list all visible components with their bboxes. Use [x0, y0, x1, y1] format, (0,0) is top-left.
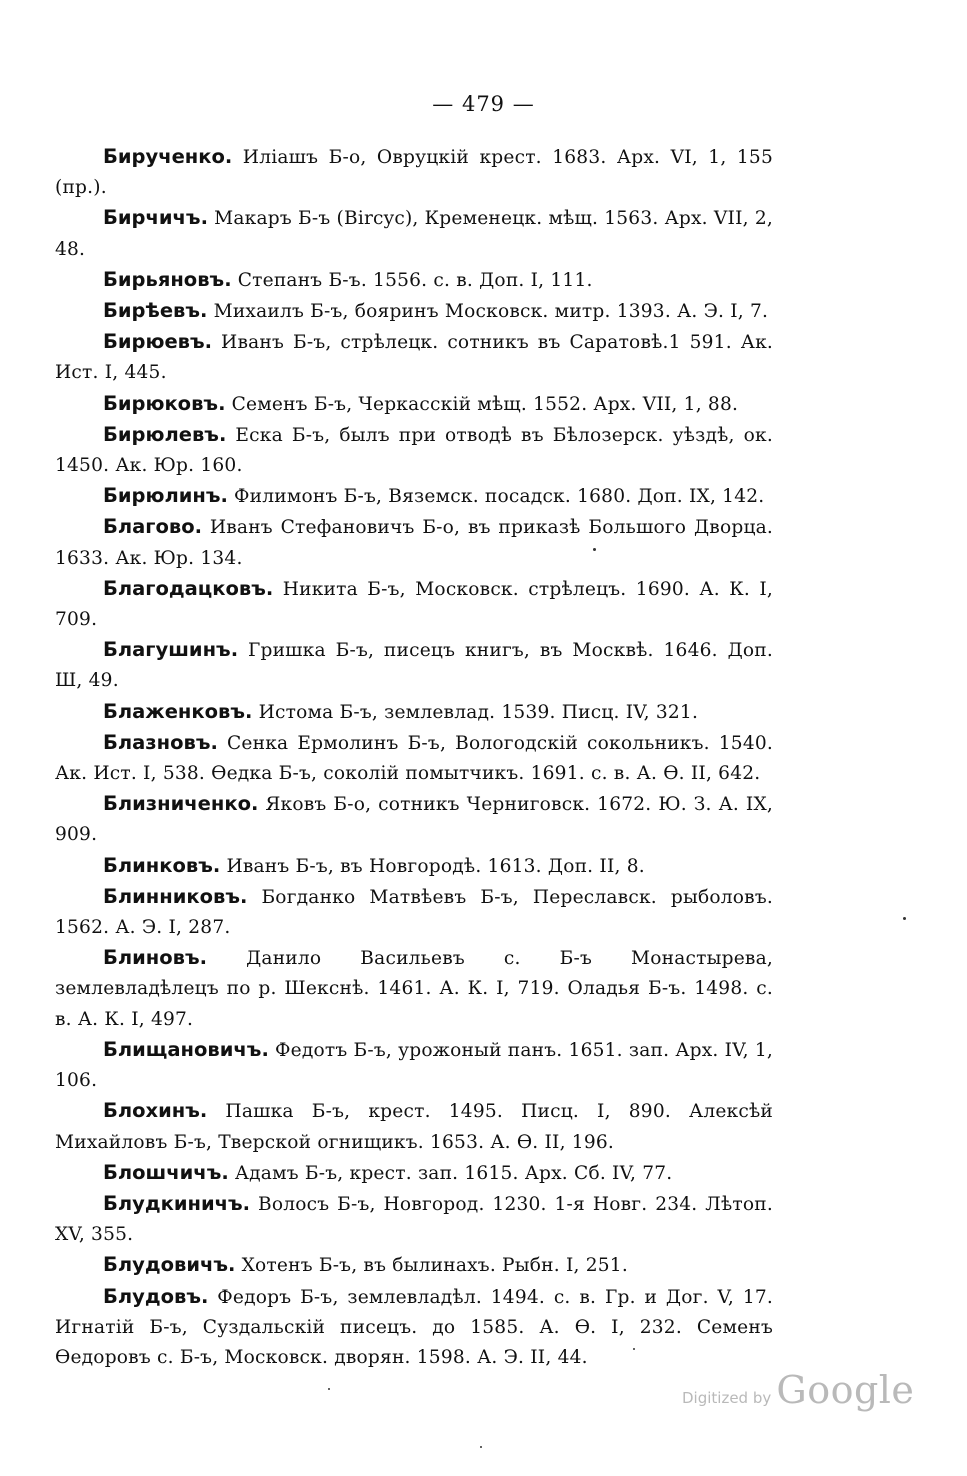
dictionary-entries — [55, 142, 773, 1373]
dictionary-entry — [55, 882, 773, 943]
dictionary-entry — [55, 389, 773, 420]
entry-text: Степанъ Б-ъ. 1556. с. в. Доп. I, 111. — [231, 269, 593, 291]
entry-text: Хотенъ Б-ъ, въ былинахъ. Рыбн. I, 251. — [235, 1255, 628, 1277]
dictionary-entry — [55, 851, 773, 882]
entry-text: Истома Б-ъ, землевлад. 1539. Писц. IV, 321. — [252, 701, 699, 723]
entry-surname: Блохинъ. — [103, 1099, 208, 1123]
entry-text: Семенъ Б-ъ, Черкасскій мѣщ. 1552. Арх. VII, 1, 88. — [225, 393, 739, 415]
specks — [480, 1446, 482, 1448]
page-number: — 479 — — [432, 92, 535, 116]
entry-text: Филимонъ Б-ъ, Вяземск. посадск. 1680. Доп. IX, 142. — [227, 486, 765, 508]
dictionary-entry — [55, 296, 773, 327]
entry-text: Макаръ Б-ъ (Bircyc), Кременецк. мѣщ. 1563. Арх. VII, 2, 48. — [55, 208, 773, 260]
dictionary-entry — [55, 943, 773, 1035]
entry-text: Иванъ Б-ъ, въ Новгородѣ. 1613. Доп. II, 8. — [220, 855, 645, 877]
digitized-by-label: Digitized by — [682, 1389, 772, 1407]
entry-surname: Близниченко. — [103, 792, 259, 816]
dictionary-entry — [55, 1158, 773, 1189]
entry-text: Гришка Б-ъ, писецъ книгъ, въ Москвѣ. 1646. Доп. Ш, 49. — [55, 640, 773, 692]
entry-text: Яковъ Б-о, сотникъ Черниговск. 1672. Ю. З. А. IX, 909. — [55, 794, 773, 846]
entry-surname: Благушинъ. — [103, 638, 239, 662]
entry-surname: Блошчичъ. — [103, 1160, 229, 1184]
dictionary-entry — [55, 512, 773, 573]
entry-text: Федоръ Б-ъ, землевладѣл. 1494. с. в. Гр. и Дог. V, 17. Игнатій Б-ъ, Суздальскій писецъ. до 1585. А. Ѳ. I, 232. Семенъ Ѳедоровъ с. Б-ъ, Московск. дворян. 1598. А. Э. II, 44. — [55, 1286, 773, 1368]
digitized-by-google-watermark — [682, 1368, 914, 1412]
entry-surname: Блудовичъ. — [103, 1253, 236, 1277]
entry-surname: Благово. — [103, 515, 203, 539]
entry-text: Богданко Матвѣевъ Б-ъ, Переславск. рыболовъ. 1562. А. Э. I, 287. — [55, 886, 773, 939]
specks — [633, 1348, 635, 1350]
entry-text: Волосъ Б-ъ, Новгород. 1230. 1-я Новг. 234. Лѣтоп. XV, 355. — [55, 1193, 773, 1246]
dictionary-entry — [55, 203, 773, 264]
entry-surname: Бирученко. — [103, 145, 233, 168]
dictionary-entry — [55, 635, 773, 696]
entry-surname: Блаженковъ. — [103, 699, 253, 723]
entry-surname: Бирюковъ. — [103, 391, 226, 415]
entry-text: Иванъ Стефановичъ Б-о, въ приказѣ Большого Дворца. 1633. Ак. Юр. 134. — [55, 517, 773, 569]
entry-surname: Бирюевъ. — [103, 330, 213, 354]
entry-surname: Бирчичъ. — [103, 206, 208, 230]
specks — [328, 1388, 330, 1390]
entry-surname: Блазновъ. — [103, 730, 218, 754]
entry-text: Сенка Ермолинъ Б-ъ, Вологодскій сокольникъ. 1540. Ак. Ист. I, 538. Ѳедка Б-ъ, соколій помытчикъ. 1691. с. в. А. Ѳ. II, 642. — [55, 732, 773, 785]
entry-surname: Блудкиничъ. — [103, 1191, 251, 1215]
entry-surname: Блинниковъ. — [103, 884, 248, 908]
entry-text: Еска Б-ъ, былъ при отводѣ въ Бѣлозерск. уѣздѣ, ок. 1450. Ак. Юр. 160. — [55, 424, 773, 477]
dictionary-entry — [55, 697, 773, 728]
google-logo: Google — [776, 1368, 915, 1412]
dictionary-entry — [55, 142, 773, 203]
entry-surname: Бирѣевъ. — [103, 299, 208, 323]
entry-surname: Бирюлинъ. — [103, 484, 228, 508]
dictionary-entry — [55, 1282, 773, 1374]
dictionary-entry — [55, 420, 773, 481]
entry-text: Никита Б-ъ, Московск. стрѣлецъ. 1690. А. К. I, 709. — [55, 578, 773, 631]
entry-surname: Блищановичъ. — [103, 1037, 269, 1061]
entry-surname: Блиновъ. — [103, 946, 208, 970]
entry-surname: Блудовъ. — [103, 1284, 209, 1308]
entry-surname: Блинковъ. — [103, 853, 221, 877]
entry-text: Федотъ Б-ъ, урожоный панъ. 1651. зап. Арх. IV, 1, 106. — [55, 1039, 773, 1092]
entry-text: Данило Васильевъ с. Б-ъ Монастырева, землевладѣлецъ по р. Шекснѣ. 1461. А. К. I, 719. Оладья Б-ъ. 1498. с. в. А. К. I, 497. — [55, 948, 773, 1030]
entry-text: Адамъ Б-ъ, крест. зап. 1615. Арх. Сб. IV, 77. — [228, 1162, 673, 1184]
dictionary-entry — [55, 789, 773, 850]
dictionary-entry — [55, 265, 773, 296]
dictionary-entry — [55, 327, 773, 388]
entry-text: Иліашъ Б-о, Овруцкій крест. 1683. Арх. VI, 1, 155 (пр.). — [55, 147, 773, 199]
specks — [903, 917, 906, 920]
entry-surname: Бирьяновъ. — [103, 267, 232, 291]
dictionary-entry — [55, 1096, 773, 1157]
dictionary-entry — [55, 1250, 773, 1281]
entry-text: Иванъ Б-ъ, стрѣлецк. сотникъ въ Саратовѣ.1 591. Ак. Ист. I, 445. — [55, 332, 773, 384]
entry-surname: Благодацковъ. — [103, 576, 274, 600]
dictionary-entry — [55, 1035, 773, 1096]
dictionary-entry — [55, 481, 773, 512]
entry-text: Михаилъ Б-ъ, бояринъ Московск. митр. 1393. А. Э. I, 7. — [207, 301, 769, 323]
specks — [593, 548, 596, 551]
entry-text: Пашка Б-ъ, крест. 1495. Писц. I, 890. Алексѣй Михайловъ Б-ъ, Тверской огнищикъ. 1653. А. Ѳ. II, 196. — [55, 1101, 773, 1153]
dictionary-entry — [55, 1189, 773, 1250]
dictionary-entry — [55, 574, 773, 635]
dictionary-entry — [55, 728, 773, 789]
entry-surname: Бирюлевъ. — [103, 422, 227, 446]
